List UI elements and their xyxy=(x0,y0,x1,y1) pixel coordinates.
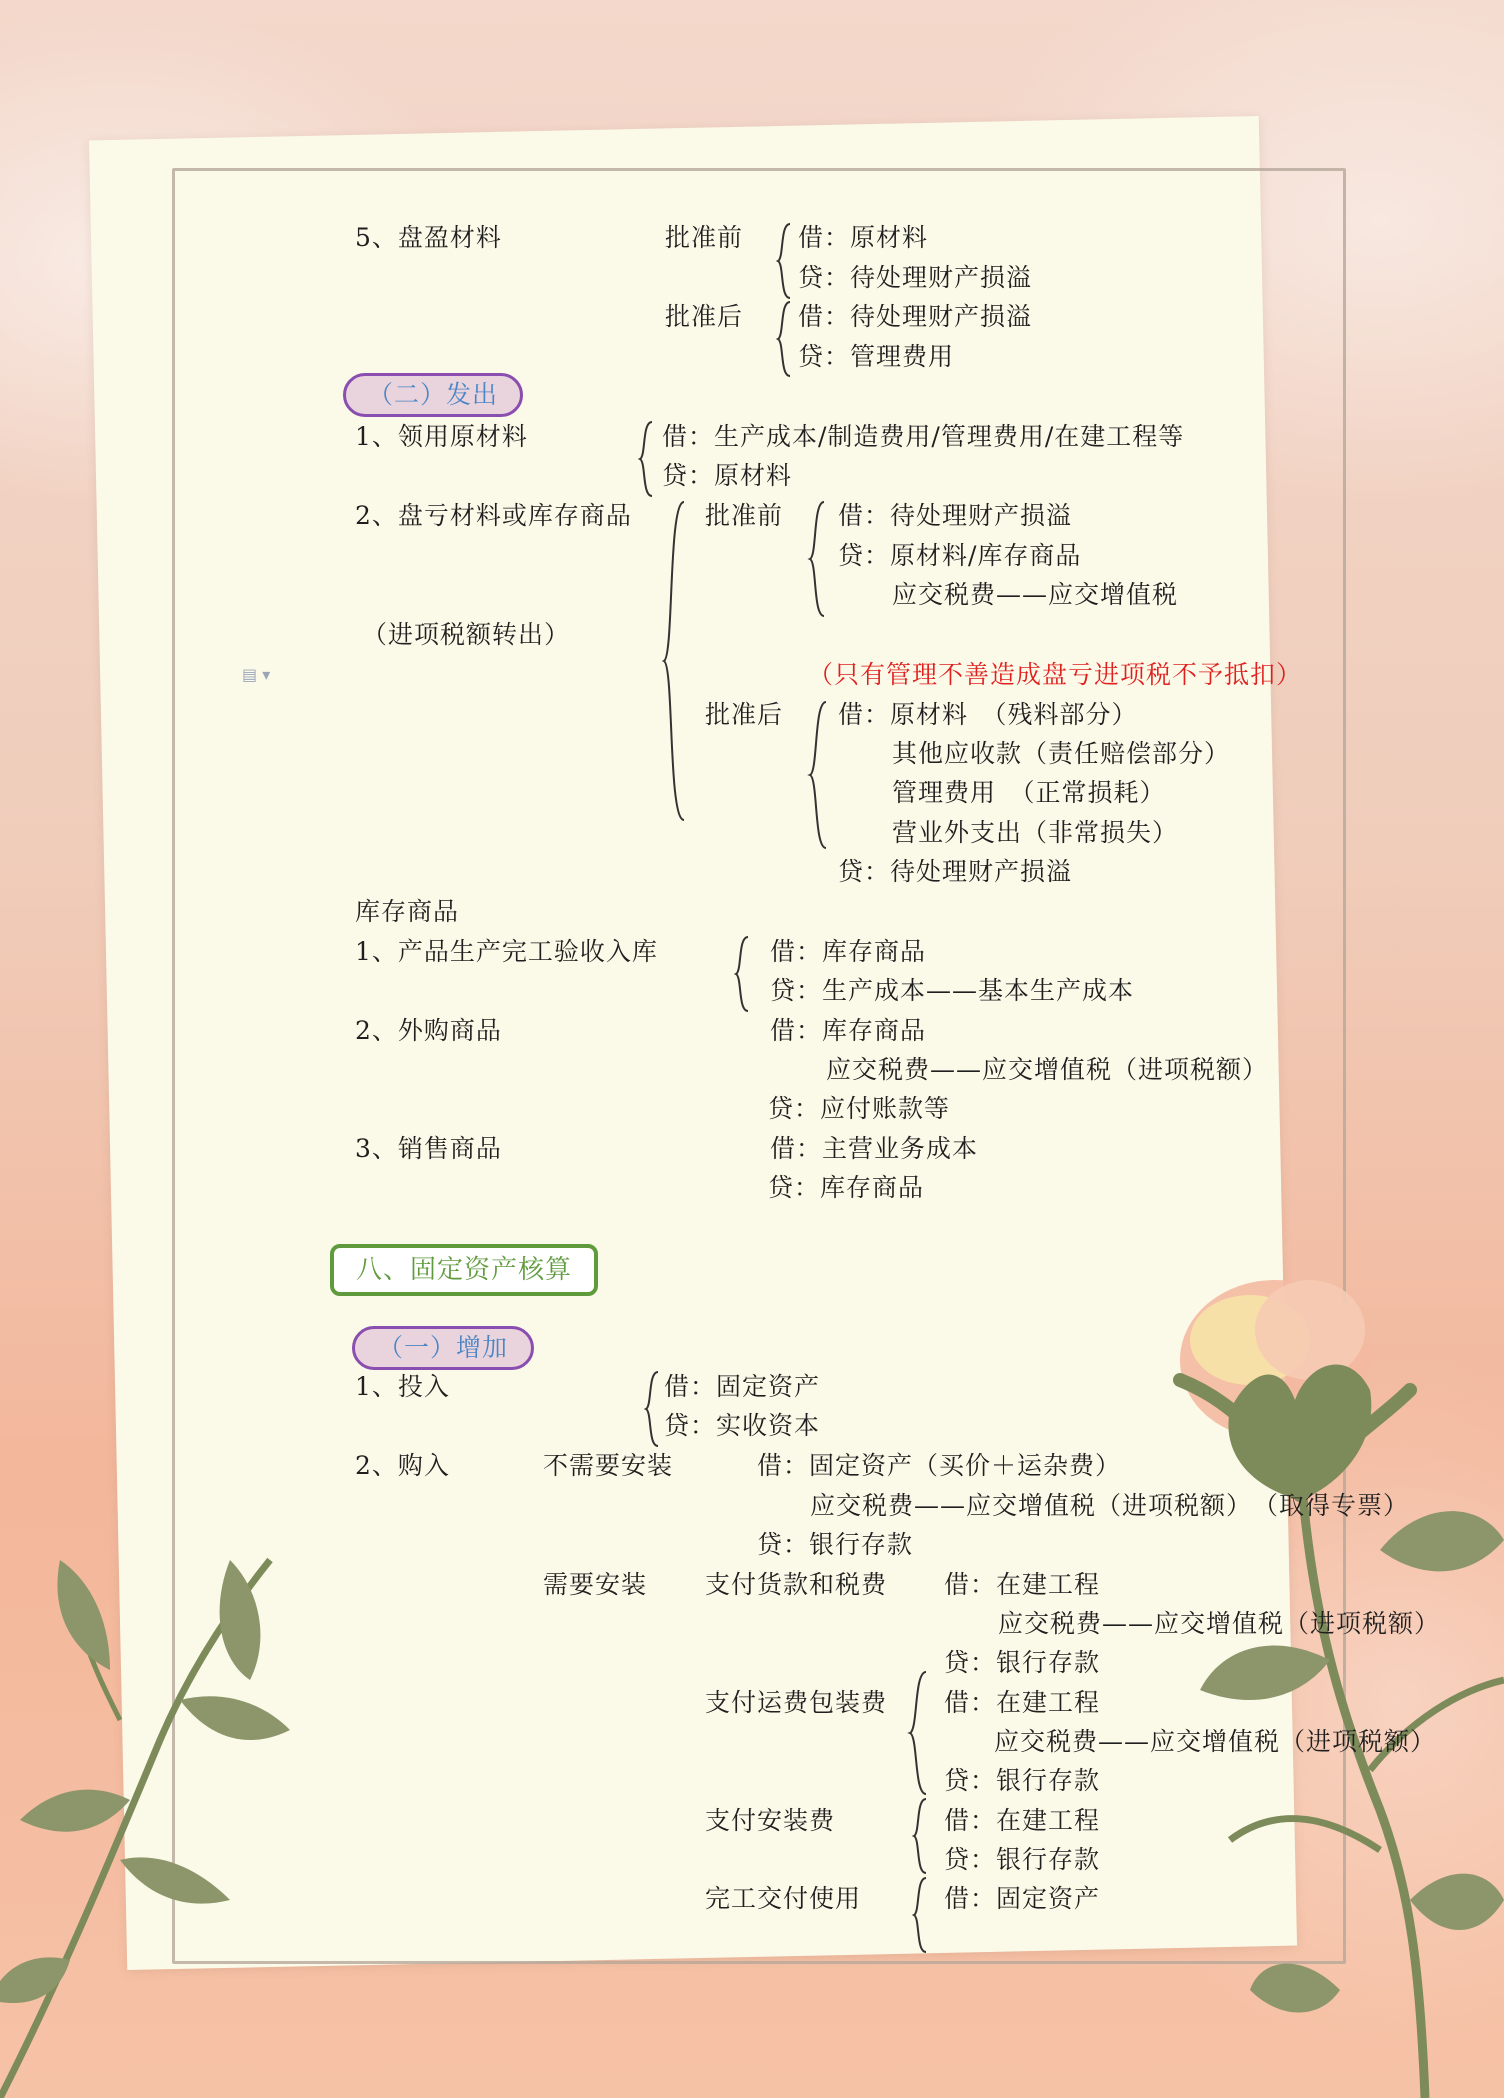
label-after-approval: 批准后 xyxy=(705,700,784,729)
note-input-tax-transfer: （进项税额转出） xyxy=(362,620,571,649)
item-3-sales: 3、销售商品 xyxy=(355,1134,502,1163)
brace xyxy=(912,1876,928,1954)
brace xyxy=(734,935,750,1013)
label-no-installation: 不需要安装 xyxy=(543,1451,674,1480)
item-1-material-requisition: 1、领用原材料 xyxy=(355,422,528,451)
entry-debit: 借：固定资产 xyxy=(664,1372,821,1401)
entry-debit: 借：主营业务成本 xyxy=(770,1134,979,1163)
item-2-inventory-shortage: 2、盘亏材料或库存商品 xyxy=(355,501,632,530)
item-5-inventory-surplus: 5、盘盈材料 xyxy=(355,223,502,252)
section-heading-issue: （二）发出 xyxy=(343,373,523,417)
item-2-purchase: 2、购入 xyxy=(355,1451,450,1480)
entry-credit: 贷：银行存款 xyxy=(757,1530,914,1559)
item-1-finished-goods: 1、产品生产完工验收入库 xyxy=(355,937,658,966)
step-pay-goods-tax: 支付货款和税费 xyxy=(705,1570,888,1599)
brace xyxy=(776,300,792,378)
item-1-investment: 1、投入 xyxy=(355,1372,450,1401)
entry-credit: 贷：原材料/库存商品 xyxy=(838,541,1082,570)
entry-debit: 借：固定资产（买价＋运杂费） xyxy=(757,1451,1122,1480)
brace xyxy=(908,1670,928,1796)
entry-credit: 贷：生产成本——基本生产成本 xyxy=(770,976,1135,1005)
entry-debit-tax: 应交税费——应交增值税（进项税额） xyxy=(994,1727,1437,1756)
entry-debit: 借：原材料 xyxy=(798,223,929,252)
entry-credit-tax: 应交税费——应交增值税 xyxy=(892,580,1179,609)
entry-debit: 借：库存商品 xyxy=(770,1016,927,1045)
entry-debit-line: 其他应收款（责任赔偿部分） xyxy=(892,739,1231,768)
entry-debit: 借：固定资产 xyxy=(944,1884,1101,1913)
brace xyxy=(912,1797,928,1875)
entry-credit: 贷：银行存款 xyxy=(944,1648,1101,1677)
entry-debit: 借：在建工程 xyxy=(944,1688,1101,1717)
entry-credit: 贷：待处理财产损溢 xyxy=(838,857,1073,886)
entry-credit: 贷：待处理财产损溢 xyxy=(798,263,1033,292)
entry-debit-line: 营业外支出（非常损失） xyxy=(892,818,1179,847)
entry-debit: 借：在建工程 xyxy=(944,1806,1101,1835)
entry-credit: 贷：管理费用 xyxy=(798,342,955,371)
entry-debit: 借：待处理财产损溢 xyxy=(798,302,1033,331)
entry-debit: 借：待处理财产损溢 xyxy=(838,501,1073,530)
entry-credit: 贷：库存商品 xyxy=(768,1173,925,1202)
entry-debit-tax: 应交税费——应交增值税（进项税额） （取得专票） xyxy=(810,1491,1410,1520)
document-icon: ▤ ▾ xyxy=(242,665,271,684)
entry-debit-line: 管理费用 （正常损耗） xyxy=(892,778,1166,807)
entry-credit: 贷：银行存款 xyxy=(944,1845,1101,1874)
entry-credit: 贷：原材料 xyxy=(662,461,793,490)
label-before-approval: 批准前 xyxy=(665,223,744,252)
entry-credit: 贷：银行存款 xyxy=(944,1766,1101,1795)
entry-debit: 借：库存商品 xyxy=(770,937,927,966)
brace xyxy=(638,420,654,498)
step-completed-delivery: 完工交付使用 xyxy=(705,1884,862,1913)
entry-debit: 借：在建工程 xyxy=(944,1570,1101,1599)
step-pay-freight-packing: 支付运费包装费 xyxy=(705,1688,888,1717)
note-tax-non-deductible: （只有管理不善造成盘亏进项税不予抵扣） xyxy=(808,660,1303,689)
step-pay-installation: 支付安装费 xyxy=(705,1806,836,1835)
section-heading-increase: （一）增加 xyxy=(352,1326,534,1370)
entry-credit: 贷：实收资本 xyxy=(664,1411,821,1440)
entry-debit-tax: 应交税费——应交增值税（进项税额） xyxy=(826,1055,1269,1084)
entry-debit: 借：生产成本/制造费用/管理费用/在建工程等 xyxy=(662,422,1185,451)
entry-debit: 借：原材料 （残料部分） xyxy=(838,700,1138,729)
brace xyxy=(808,500,826,618)
brace-large xyxy=(662,500,686,822)
item-2-purchased-goods: 2、外购商品 xyxy=(355,1016,502,1045)
label-before-approval: 批准前 xyxy=(705,501,784,530)
entry-credit: 贷：应付账款等 xyxy=(768,1094,951,1123)
brace xyxy=(808,700,828,850)
label-after-approval: 批准后 xyxy=(665,302,744,331)
brace xyxy=(644,1370,660,1448)
chapter-heading-fixed-assets: 八、固定资产核算 xyxy=(330,1244,598,1296)
subsection-inventory-goods: 库存商品 xyxy=(355,897,460,926)
entry-debit-tax: 应交税费——应交增值税（进项税额） xyxy=(998,1609,1441,1638)
label-needs-installation: 需要安装 xyxy=(543,1570,648,1599)
brace xyxy=(776,222,792,300)
